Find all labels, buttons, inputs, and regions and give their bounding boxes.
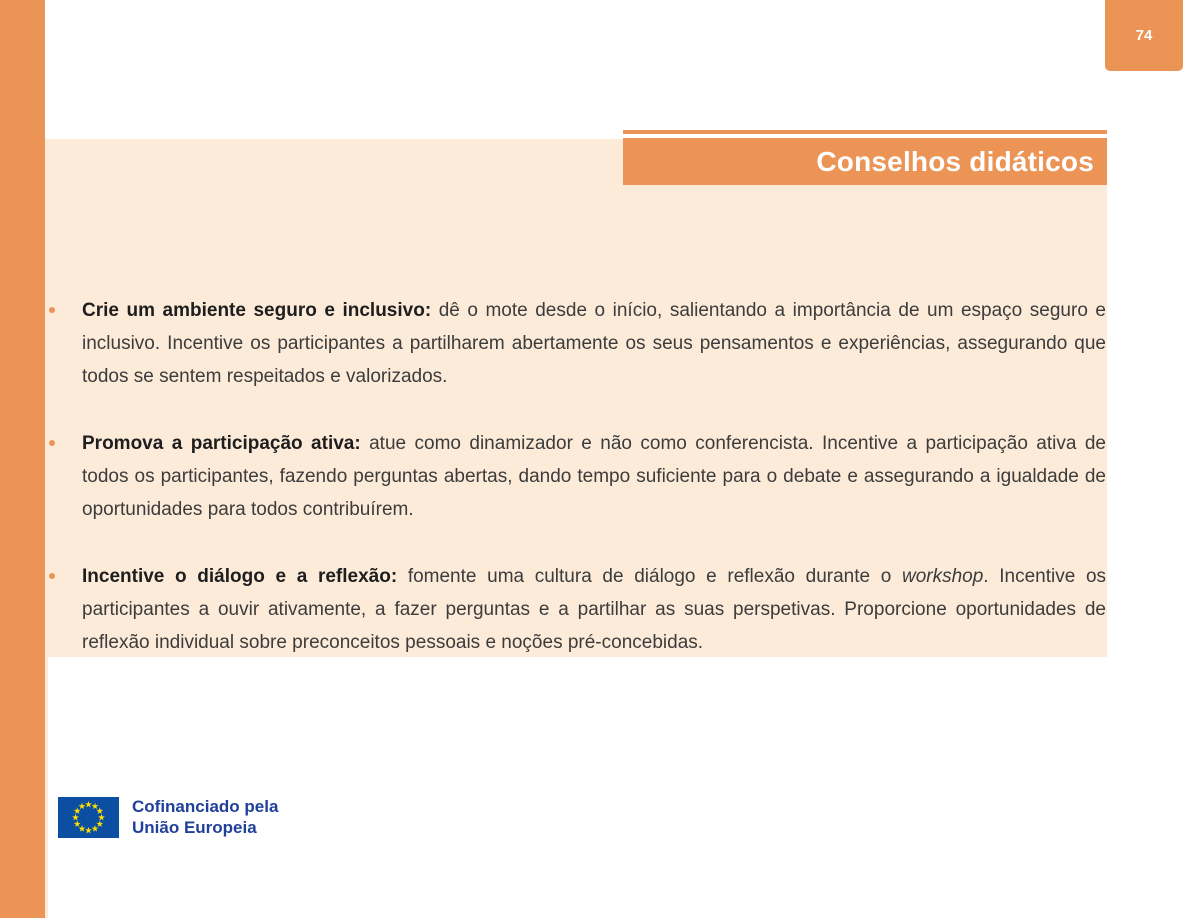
eu-cofunded-text bbox=[132, 796, 278, 838]
list-item bbox=[82, 294, 1106, 393]
left-accent-strip bbox=[0, 0, 45, 918]
page-number: 74 bbox=[1135, 27, 1153, 44]
bullet-icon bbox=[49, 440, 55, 446]
bullet-text: dê o mote desde o início, salientando a importância de um espaço seguro e inclusivo. Incentive os participantes a partilharem abertamente os seus pensamentos e experiências, assegurando que todos se sentem respeitados e valorizados. bbox=[82, 300, 1106, 387]
eu-cofunded-line1: Cofinanciado pela bbox=[132, 797, 279, 816]
list-item bbox=[82, 427, 1106, 526]
eu-flag-icon bbox=[58, 797, 119, 838]
title-bar bbox=[623, 138, 1107, 185]
eu-cofunded-logo bbox=[58, 796, 278, 838]
page-title: Conselhos didáticos bbox=[816, 146, 1094, 177]
bullet-text: atue como dinamizador e não como conferencista. Incentive a participação ativa de todos os participantes, fazendo perguntas abertas, dando tempo suficiente para o debate e assegurando a igualdade de oportunidades para todos contribuírem. bbox=[82, 433, 1106, 520]
bullet-text: fomente uma cultura de diálogo e reflexão durante o bbox=[397, 566, 902, 587]
eu-cofunded-line2: União Europeia bbox=[132, 818, 257, 837]
list-item bbox=[82, 560, 1106, 659]
bullet-lead: Crie um ambiente seguro e inclusivo: bbox=[82, 300, 432, 321]
tips-bullet-list bbox=[82, 294, 1106, 693]
bullet-lead: Incentive o diálogo e a reflexão: bbox=[82, 566, 398, 587]
bullet-text-italic: workshop bbox=[901, 566, 984, 587]
left-strip-cream-edge bbox=[45, 657, 48, 918]
bullet-icon bbox=[49, 307, 55, 313]
bullet-icon bbox=[49, 573, 55, 579]
bullet-lead: Promova a participação ativa: bbox=[82, 433, 361, 454]
page-number-badge bbox=[1105, 0, 1183, 71]
bullet-text: . Incentive os participantes a ouvir ativamente, a fazer perguntas e a partilhar as suas perspetivas. Proporcione oportunidades de reflexão individual sobre preconceitos pessoais e noções pré-concebidas. bbox=[82, 566, 1107, 653]
title-top-rule bbox=[623, 130, 1107, 134]
